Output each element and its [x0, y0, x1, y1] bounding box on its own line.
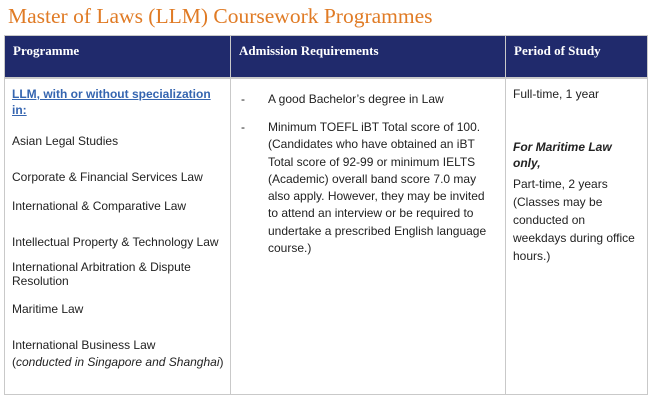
header-programme: Programme [5, 36, 231, 77]
programme-item: International Business Law [12, 338, 156, 352]
period-parttime: Part-time, 2 years (Classes may be conducted on weekdays during office hours.) [513, 177, 635, 263]
column-divider [505, 36, 506, 394]
llm-link[interactable]: LLM, with or without specialization in: [12, 87, 211, 117]
programme-item: Corporate & Financial Services Law [12, 170, 203, 184]
header-period: Period of Study [506, 36, 647, 77]
programme-item: International Arbitration & Dispute Resolution [12, 260, 191, 288]
programme-item: Asian Legal Studies [12, 134, 119, 148]
dash-marker: - [241, 92, 245, 106]
period-fulltime: Full-time, 1 year [513, 87, 600, 101]
requirement-2: Minimum TOEFL iBT Total score of 100. (Candidates who have obtained an iBT Total score of 92-99 or minimum IELTS (Academic) overall band score 7.0 may also apply. However, they may be invited to attend an interview or be required to undertake a prescribed English language course.) [268, 120, 487, 256]
programme-item: Maritime Law [12, 302, 84, 316]
dash-marker: - [241, 120, 245, 134]
programme-item: International & Comparative Law [12, 199, 187, 213]
programme-item: Intellectual Property & Technology Law [12, 235, 219, 249]
header-admission: Admission Requirements [231, 36, 506, 77]
header-divider [5, 77, 647, 79]
programmes-table [4, 35, 648, 395]
programme-note: (conducted in Singapore and Shanghai) [12, 355, 224, 369]
requirement-1: A good Bachelor’s degree in Law [268, 92, 444, 106]
page-title: Master of Laws (LLM) Coursework Programmes [8, 4, 433, 28]
period-maritime-note: For Maritime Law only, [513, 140, 612, 170]
column-divider [230, 36, 231, 394]
